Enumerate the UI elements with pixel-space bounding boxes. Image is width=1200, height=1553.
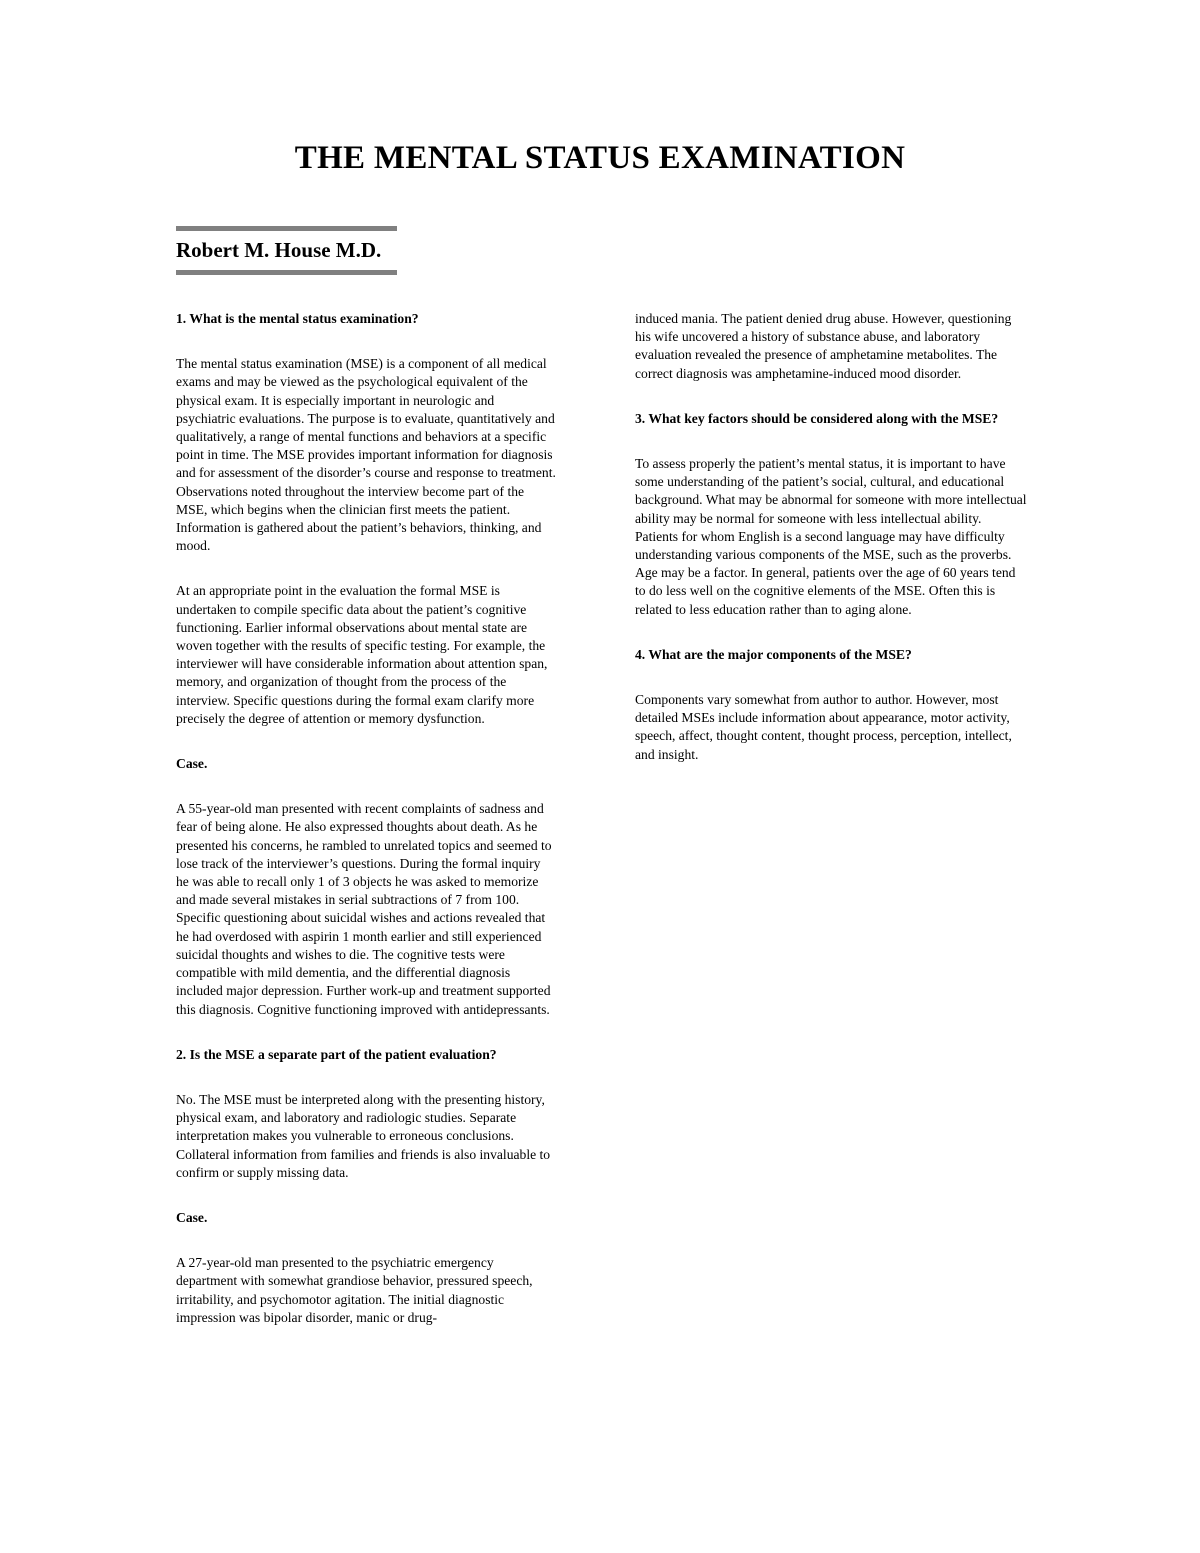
question-1-paragraph-2: At an appropriate point in the evaluation the formal MSE is undertaken to compile specific data about the patient’s cognitive functioning. Earlier informal observations about mental state are woven together with the results of specific testing. For example, the interviewer will have considerable information about attention span, memory, and organization of thought from the process of the interview. Specific questions during the formal exam clarify more precisely the degree of attention or memory dysfunction. xyxy=(176,583,548,726)
case-2-text-part-2: induced mania. The patient denied drug abuse. However, questioning his wife uncovered a history of substance abuse, and laboratory evaluation revealed the presence of amphetamine metabolites. The correct diagnosis was amphetamine-induced mood disorder. xyxy=(635,311,1012,381)
question-4-text: Components vary somewhat from author to author. However, most detailed MSEs include information about appearance, motor activity, speech, affect, thought content, thought process, perception, intellect, and insight. xyxy=(635,692,1012,762)
question-1-paragraph-1: The mental status examination (MSE) is a component of all medical exams and may be viewed as the psychological equivalent of the physical exam. It is especially important in neurologic and psychiatric evaluations. The purpose is to evaluate, quantitatively and qualitatively, a range of mental functions and behaviors at a specific point in time. The MSE provides important information for diagnosis and for assessment of the disorder’s course and response to treatment. Observations noted throughout the interview become part of the MSE, which begins when the clinician first meets the patient. Information is gathered about the patient’s behaviors, thinking, and mood. xyxy=(176,356,556,554)
right-column xyxy=(635,310,1027,791)
case-2-text-part-1: A 27-year-old man presented to the psychiatric emergency department with somewhat grandiose behavior, pressured speech, irritability, and psychomotor agitation. The initial diagnostic impression was bipolar disorder, manic or drug- xyxy=(176,1255,533,1325)
case-2-label: Case. xyxy=(176,1209,208,1225)
author-rule-bottom xyxy=(176,270,397,275)
author-name: Robert M. House M.D. xyxy=(176,238,382,262)
question-2-heading: 2. Is the MSE a separate part of the patient evaluation? xyxy=(176,1046,497,1062)
question-4-heading: 4. What are the major components of the MSE? xyxy=(635,646,912,662)
left-column xyxy=(176,310,556,1354)
question-3-text: To assess properly the patient’s mental status, it is important to have some understanding of the patient’s social, cultural, and educational background. What may be abnormal for someone with more intellectual ability may be normal for someone with less intellectual ability. Patients for whom English is a second language may have difficulty understanding various components of the MSE, such as the proverbs. Age may be a factor. In general, patients over the age of 60 years tend to do less well on the cognitive elements of the MSE. Often this is related to less education rather than to aging alone. xyxy=(635,456,1027,617)
author-rule-top xyxy=(176,226,397,231)
case-1-text: A 55-year-old man presented with recent complaints of sadness and fear of being alone. He also expressed thoughts about death. As he presented his concerns, he rambled to unrelated topics and seemed to lose track of the interviewer’s questions. During the formal inquiry he was able to recall only 1 of 3 objects he was asked to memorize and made several mistakes in serial subtractions of 7 from 100. Specific questioning about suicidal wishes and actions revealed that he had overdosed with aspirin 1 month earlier and still experienced suicidal thoughts and wishes to die. The cognitive tests were compatible with mild dementia, and the differential diagnosis included major depression. Further work-up and treatment supported this diagnosis. Cognitive functioning improved with antidepressants. xyxy=(176,801,552,1017)
case-1-label: Case. xyxy=(176,756,208,772)
question-3-heading: 3. What key factors should be considered along with the MSE? xyxy=(635,410,999,426)
question-1-heading: 1. What is the mental status examination? xyxy=(176,311,419,326)
document-title: THE MENTAL STATUS EXAMINATION xyxy=(294,140,906,176)
question-2-text: No. The MSE must be interpreted along with the presenting history, physical exam, and laboratory and radiologic studies. Separate interpretation makes you vulnerable to erroneous conclusions. Collateral information from families and friends is also invaluable to confirm or supply missing data. xyxy=(176,1091,551,1180)
